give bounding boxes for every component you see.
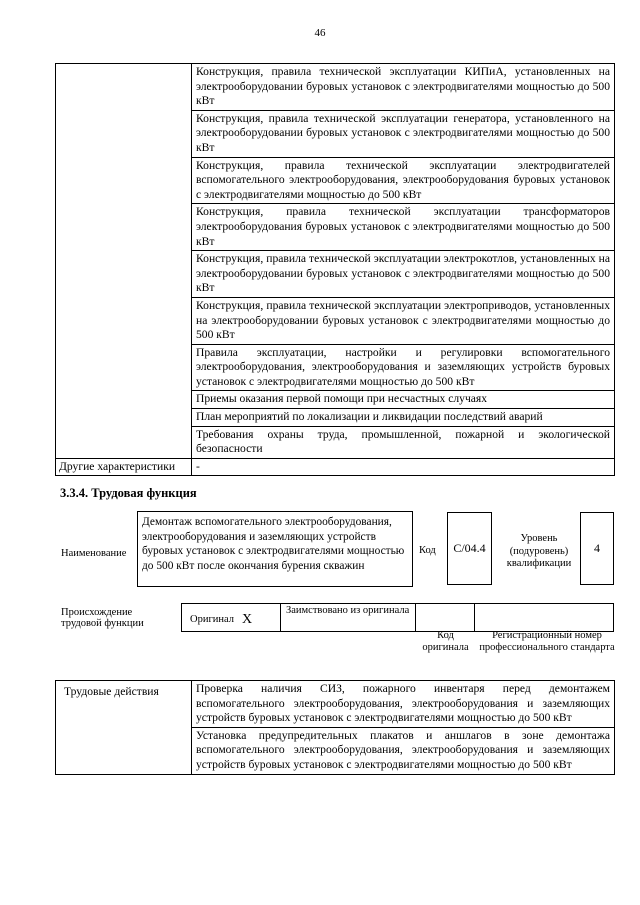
knowledge-item: Конструкция, правила технической эксплуатации электродвигателей вспомогательного электрооборудования, электрооборудования буровых установок с электродвигателями мощностью до 500 кВт — [192, 157, 615, 204]
registration-number-cell — [475, 603, 614, 632]
original-cell — [181, 603, 281, 632]
knowledge-item: Конструкция, правила технической эксплуатации трансформаторов электрооборудования буровых установок с электродвигателями мощностью до 500 кВт — [192, 204, 615, 251]
function-name-box: Демонтаж вспомогательного электрооборудования, электрооборудования и заземляющих устройств буровых установок с электродвигателями мощностью до 500 кВт после окончания бурения скважин — [137, 511, 413, 587]
labor-action-item: Установка предупредительных плакатов и аншлагов в зоне демонтажа вспомогательного электрооборудования, электрооборудования и заземляющих устройств буровых установок с электродвигателями мощностью до 500 кВт — [192, 727, 615, 774]
knowledge-label-cell — [56, 64, 192, 459]
origin-label: Происхождение трудовой функции — [61, 607, 144, 629]
labor-actions-label: Трудовые действия — [56, 681, 192, 775]
knowledge-table — [55, 63, 615, 476]
knowledge-item: Приемы оказания первой помощи при несчастных случаях — [192, 391, 615, 409]
knowledge-item: Конструкция, правила технической эксплуатации электрокотлов, установленных на электрооборудовании буровых установок с электродвигателями мощностью до 500 кВт — [192, 251, 615, 298]
knowledge-item: Конструкция, правила технической эксплуатации генератора, установленного на электрооборудовании буровых установок с электродвигателями мощностью до 500 кВт — [192, 110, 615, 157]
borrowed-cell: Заимствовано из оригинала — [281, 603, 416, 632]
knowledge-item: Конструкция, правила технической эксплуатации КИПиА, установленных на электрооборудовании буровых установок с электродвигателями мощностью до 500 кВт — [192, 64, 615, 111]
section-title: 3.3.4. Трудовая функция — [60, 486, 197, 500]
original-mark: X — [242, 612, 253, 627]
original-code-cell — [416, 603, 475, 632]
labor-actions-table — [55, 680, 615, 775]
page-number: 46 — [314, 27, 326, 39]
knowledge-item: Правила эксплуатации, настройки и регулировки вспомогательного электрооборудования, электрооборудования и заземляющих устройств буровых установок с электродвигателями мощностью до 500 кВт — [192, 344, 615, 391]
knowledge-item: План мероприятий по локализации и ликвидации последствий аварий — [192, 409, 615, 427]
code-label: Код — [419, 545, 436, 556]
qualification-level-box: 4 — [580, 512, 614, 585]
original-code-label: Код оригинала — [422, 630, 469, 653]
other-characteristics-label: Другие характеристики — [56, 458, 192, 476]
knowledge-item: Конструкция, правила технической эксплуатации электроприводов, установленных на электрооборудовании буровых установок с электродвигателями мощностью до 500 кВт — [192, 297, 615, 344]
qualification-level-label: Уровень (подуровень) квалификации — [506, 533, 572, 569]
name-label: Наименование — [61, 548, 127, 559]
knowledge-item: Требования охраны труда, промышленной, пожарной и экологической безопасности — [192, 426, 615, 458]
labor-action-item: Проверка наличия СИЗ, пожарного инвентаря перед демонтажем вспомогательного электрооборудования, электрооборудования и заземляющих устройств буровых установок с электродвигателями мощностью до 500 кВт — [192, 681, 615, 728]
original-label: Оригинал — [190, 614, 234, 625]
registration-number-label: Регистрационный номер профессионального стандарта — [479, 630, 615, 653]
other-characteristics-value: - — [192, 458, 615, 476]
function-code-box: C/04.4 — [447, 512, 492, 585]
